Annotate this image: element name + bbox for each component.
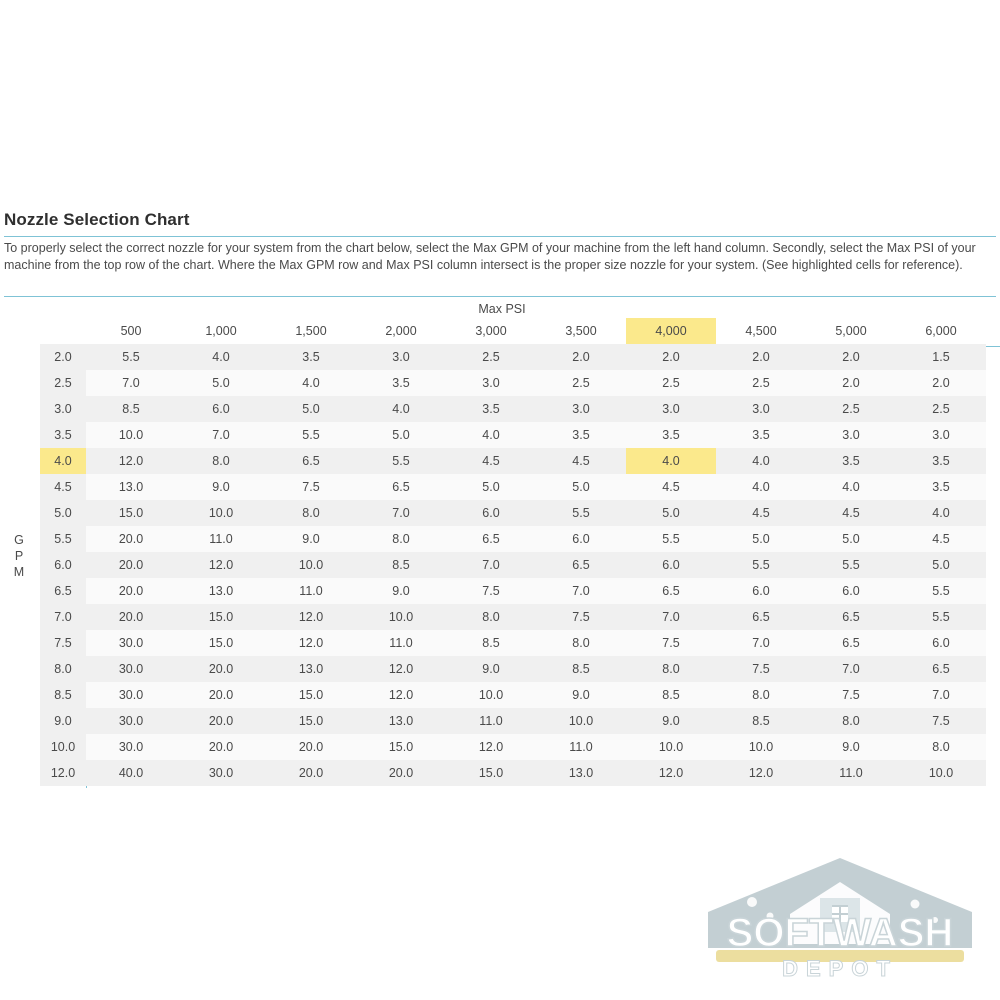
nozzle-size-cell: 15.0 [266, 708, 356, 734]
nozzle-selection-table [40, 318, 986, 786]
nozzle-size-cell: 12.0 [446, 734, 536, 760]
nozzle-size-cell: 4.0 [446, 422, 536, 448]
nozzle-size-cell: 15.0 [176, 604, 266, 630]
gpm-row-header: 2.5 [40, 370, 86, 396]
table-row [40, 578, 986, 604]
nozzle-size-cell: 5.0 [446, 474, 536, 500]
nozzle-size-cell: 30.0 [176, 760, 266, 786]
gpm-row-header: 3.0 [40, 396, 86, 422]
nozzle-size-cell: 8.5 [536, 656, 626, 682]
psi-column-header: 2,000 [385, 324, 417, 338]
table-row [40, 630, 986, 656]
nozzle-size-cell: 2.0 [716, 344, 806, 370]
nozzle-size-cell: 7.0 [446, 552, 536, 578]
nozzle-size-cell: 2.0 [626, 344, 716, 370]
nozzle-size-cell: 5.0 [176, 370, 266, 396]
nozzle-size-cell: 6.5 [896, 656, 986, 682]
intro-paragraph: To properly select the correct nozzle for your system from the chart below, select the Max GPM of your machine from the left hand column. Secondly, select the Max PSI of your machine from the top row of the chart. Where the Max GPM row and Max PSI column intersect is the proper size nozzle for your system. (See highlighted cells for reference). [4, 241, 976, 272]
nozzle-size-cell: 5.5 [806, 552, 896, 578]
table-body [40, 344, 986, 786]
softwash-depot-logo [690, 852, 990, 988]
nozzle-size-cell: 3.0 [536, 396, 626, 422]
nozzle-size-cell: 6.5 [716, 604, 806, 630]
nozzle-size-cell: 7.5 [536, 604, 626, 630]
nozzle-size-cell: 2.5 [446, 344, 536, 370]
nozzle-size-cell: 10.0 [446, 682, 536, 708]
nozzle-size-cell: 8.5 [716, 708, 806, 734]
intro-divider [4, 296, 996, 297]
nozzle-size-cell: 10.0 [176, 500, 266, 526]
nozzle-size-cell: 5.0 [626, 500, 716, 526]
psi-column-header: 1,000 [205, 324, 237, 338]
table-row [40, 500, 986, 526]
nozzle-size-cell: 7.0 [176, 422, 266, 448]
gpm-row-header: 5.5 [40, 526, 86, 552]
nozzle-size-cell: 30.0 [86, 630, 176, 656]
psi-column-header: 3,500 [565, 324, 597, 338]
nozzle-size-cell: 7.0 [806, 656, 896, 682]
nozzle-size-cell: 4.5 [536, 448, 626, 474]
logo-text-depot: DEPOT [782, 956, 898, 981]
gpm-row-header: 4.0 [40, 448, 86, 474]
nozzle-size-cell: 7.0 [896, 682, 986, 708]
gpm-axis-letter-m: M [13, 565, 25, 579]
nozzle-size-cell: 11.0 [356, 630, 446, 656]
nozzle-size-cell: 2.0 [536, 344, 626, 370]
gpm-row-header: 10.0 [40, 734, 86, 760]
nozzle-size-cell: 2.5 [626, 370, 716, 396]
nozzle-size-cell: 7.5 [806, 682, 896, 708]
nozzle-size-cell: 5.0 [266, 396, 356, 422]
nozzle-size-cell: 8.0 [716, 682, 806, 708]
table-row [40, 370, 986, 396]
nozzle-size-cell: 3.5 [626, 422, 716, 448]
nozzle-size-cell: 6.0 [446, 500, 536, 526]
nozzle-size-cell: 10.0 [716, 734, 806, 760]
nozzle-size-cell: 12.0 [626, 760, 716, 786]
nozzle-size-cell: 3.5 [356, 370, 446, 396]
nozzle-size-cell: 4.0 [896, 500, 986, 526]
nozzle-size-cell: 9.0 [176, 474, 266, 500]
nozzle-size-cell: 11.0 [446, 708, 536, 734]
nozzle-size-cell: 12.0 [356, 682, 446, 708]
nozzle-size-cell: 20.0 [176, 708, 266, 734]
psi-column-header: 6,000 [925, 324, 957, 338]
nozzle-size-cell: 2.0 [806, 344, 896, 370]
gpm-row-header: 7.0 [40, 604, 86, 630]
nozzle-size-cell: 10.0 [266, 552, 356, 578]
nozzle-size-cell: 13.0 [86, 474, 176, 500]
nozzle-size-cell: 8.5 [446, 630, 536, 656]
table-row [40, 344, 986, 370]
nozzle-size-cell: 2.5 [536, 370, 626, 396]
nozzle-size-cell: 20.0 [86, 552, 176, 578]
nozzle-size-cell: 7.0 [86, 370, 176, 396]
nozzle-size-cell: 5.5 [536, 500, 626, 526]
nozzle-size-cell: 11.0 [266, 578, 356, 604]
nozzle-size-cell: 8.0 [176, 448, 266, 474]
page-title: Nozzle Selection Chart [4, 210, 190, 229]
gpm-row-header: 7.5 [40, 630, 86, 656]
nozzle-size-cell: 30.0 [86, 656, 176, 682]
nozzle-size-cell: 10.0 [626, 734, 716, 760]
nozzle-size-cell: 6.5 [356, 474, 446, 500]
nozzle-size-cell: 4.5 [626, 474, 716, 500]
nozzle-size-cell: 10.0 [536, 708, 626, 734]
nozzle-size-cell: 8.0 [356, 526, 446, 552]
table-row [40, 708, 986, 734]
gpm-row-header: 4.5 [40, 474, 86, 500]
nozzle-size-cell: 5.5 [896, 578, 986, 604]
nozzle-size-cell: 4.5 [896, 526, 986, 552]
nozzle-size-cell: 8.0 [446, 604, 536, 630]
nozzle-size-cell: 6.0 [896, 630, 986, 656]
nozzle-size-cell: 8.0 [896, 734, 986, 760]
nozzle-size-cell: 15.0 [176, 630, 266, 656]
nozzle-size-cell: 6.5 [536, 552, 626, 578]
table-header-row [40, 318, 986, 344]
gpm-row-header: 12.0 [40, 760, 86, 786]
nozzle-size-cell: 4.0 [266, 370, 356, 396]
psi-column-header: 1,500 [295, 324, 327, 338]
psi-column-header: 500 [120, 324, 142, 338]
nozzle-size-cell: 6.0 [716, 578, 806, 604]
nozzle-size-cell: 2.5 [716, 370, 806, 396]
nozzle-size-cell: 30.0 [86, 708, 176, 734]
table-row [40, 526, 986, 552]
psi-column-header: 5,000 [835, 324, 867, 338]
nozzle-size-cell: 3.0 [626, 396, 716, 422]
nozzle-size-cell: 4.5 [446, 448, 536, 474]
nozzle-size-cell: 9.0 [446, 656, 536, 682]
nozzle-size-cell: 40.0 [86, 760, 176, 786]
nozzle-size-cell: 7.5 [266, 474, 356, 500]
nozzle-size-cell: 3.5 [896, 448, 986, 474]
nozzle-size-cell: 4.0 [176, 344, 266, 370]
max-psi-axis-label: Max PSI [478, 302, 526, 316]
nozzle-size-cell: 15.0 [86, 500, 176, 526]
nozzle-size-cell: 5.5 [626, 526, 716, 552]
table-row [40, 682, 986, 708]
nozzle-size-cell: 13.0 [536, 760, 626, 786]
gpm-row-header: 5.0 [40, 500, 86, 526]
nozzle-size-cell: 4.0 [806, 474, 896, 500]
nozzle-size-cell: 5.0 [806, 526, 896, 552]
nozzle-size-cell: 20.0 [86, 578, 176, 604]
nozzle-size-cell: 6.5 [626, 578, 716, 604]
nozzle-size-cell: 12.0 [86, 448, 176, 474]
nozzle-size-cell: 1.5 [896, 344, 986, 370]
nozzle-size-cell: 6.5 [806, 604, 896, 630]
nozzle-size-cell: 5.0 [536, 474, 626, 500]
nozzle-size-cell: 12.0 [266, 630, 356, 656]
logo-text-softwash: SOFTWASH [726, 911, 954, 955]
nozzle-size-cell: 3.5 [806, 448, 896, 474]
nozzle-size-cell: 4.0 [626, 448, 716, 474]
nozzle-size-cell: 5.5 [896, 604, 986, 630]
nozzle-size-cell: 20.0 [356, 760, 446, 786]
nozzle-size-cell: 20.0 [176, 656, 266, 682]
title-divider [4, 236, 996, 237]
table-row [40, 760, 986, 786]
gpm-row-header: 9.0 [40, 708, 86, 734]
nozzle-size-cell: 30.0 [86, 682, 176, 708]
nozzle-size-cell: 5.0 [716, 526, 806, 552]
table-row [40, 396, 986, 422]
nozzle-size-cell: 13.0 [176, 578, 266, 604]
table-row [40, 448, 986, 474]
nozzle-size-cell: 7.5 [626, 630, 716, 656]
nozzle-size-cell: 3.5 [536, 422, 626, 448]
nozzle-size-cell: 3.0 [896, 422, 986, 448]
nozzle-size-cell: 9.0 [626, 708, 716, 734]
nozzle-size-cell: 3.5 [266, 344, 356, 370]
nozzle-size-cell: 9.0 [806, 734, 896, 760]
nozzle-size-cell: 20.0 [86, 526, 176, 552]
nozzle-size-cell: 5.0 [896, 552, 986, 578]
gpm-row-header: 6.5 [40, 578, 86, 604]
nozzle-size-cell: 3.5 [896, 474, 986, 500]
nozzle-size-cell: 3.0 [446, 370, 536, 396]
nozzle-size-cell: 11.0 [536, 734, 626, 760]
nozzle-size-cell: 4.5 [806, 500, 896, 526]
nozzle-size-cell: 12.0 [266, 604, 356, 630]
nozzle-size-cell: 12.0 [716, 760, 806, 786]
nozzle-size-cell: 20.0 [266, 734, 356, 760]
nozzle-size-cell: 2.0 [896, 370, 986, 396]
table-row [40, 734, 986, 760]
nozzle-size-cell: 8.0 [626, 656, 716, 682]
nozzle-size-cell: 9.0 [356, 578, 446, 604]
table-corner-cell [40, 318, 86, 344]
nozzle-size-cell: 2.5 [896, 396, 986, 422]
gpm-row-header: 2.0 [40, 344, 86, 370]
nozzle-size-cell: 2.0 [806, 370, 896, 396]
nozzle-size-cell: 3.5 [716, 422, 806, 448]
nozzle-size-cell: 9.0 [266, 526, 356, 552]
nozzle-size-cell: 13.0 [266, 656, 356, 682]
table-row [40, 552, 986, 578]
nozzle-size-cell: 5.5 [86, 344, 176, 370]
gpm-row-header: 6.0 [40, 552, 86, 578]
nozzle-size-cell: 3.0 [806, 422, 896, 448]
nozzle-size-cell: 4.0 [716, 448, 806, 474]
nozzle-size-cell: 15.0 [356, 734, 446, 760]
nozzle-size-cell: 10.0 [896, 760, 986, 786]
nozzle-size-cell: 12.0 [356, 656, 446, 682]
nozzle-size-cell: 6.0 [176, 396, 266, 422]
table-row [40, 604, 986, 630]
nozzle-size-cell: 20.0 [176, 682, 266, 708]
nozzle-size-cell: 20.0 [86, 604, 176, 630]
psi-column-header: 4,000 [626, 318, 716, 344]
gpm-axis-letter-g: G [14, 533, 24, 547]
nozzle-size-cell: 6.0 [806, 578, 896, 604]
gpm-axis-label [12, 532, 26, 580]
nozzle-size-cell: 7.0 [716, 630, 806, 656]
nozzle-size-cell: 7.0 [626, 604, 716, 630]
nozzle-size-cell: 6.0 [626, 552, 716, 578]
nozzle-size-cell: 5.0 [356, 422, 446, 448]
nozzle-size-cell: 6.0 [536, 526, 626, 552]
table-row [40, 422, 986, 448]
nozzle-size-cell: 5.5 [716, 552, 806, 578]
nozzle-size-cell: 11.0 [176, 526, 266, 552]
gpm-row-header: 3.5 [40, 422, 86, 448]
nozzle-size-cell: 7.5 [446, 578, 536, 604]
nozzle-size-cell: 20.0 [266, 760, 356, 786]
nozzle-size-cell: 5.5 [356, 448, 446, 474]
nozzle-size-cell: 20.0 [176, 734, 266, 760]
nozzle-size-cell: 7.0 [536, 578, 626, 604]
nozzle-size-cell: 7.5 [716, 656, 806, 682]
gpm-axis-letter-p: P [14, 549, 24, 563]
nozzle-size-cell: 8.5 [626, 682, 716, 708]
psi-column-header: 4,500 [745, 324, 777, 338]
psi-column-header: 3,000 [475, 324, 507, 338]
nozzle-size-cell: 13.0 [356, 708, 446, 734]
nozzle-size-cell: 8.0 [536, 630, 626, 656]
nozzle-size-cell: 4.5 [716, 500, 806, 526]
nozzle-size-cell: 15.0 [266, 682, 356, 708]
nozzle-size-cell: 8.5 [356, 552, 446, 578]
nozzle-size-cell: 5.5 [266, 422, 356, 448]
nozzle-size-cell: 7.0 [356, 500, 446, 526]
gpm-row-header: 8.5 [40, 682, 86, 708]
nozzle-size-cell: 10.0 [356, 604, 446, 630]
nozzle-size-cell: 8.0 [266, 500, 356, 526]
nozzle-size-cell: 11.0 [806, 760, 896, 786]
nozzle-size-cell: 6.5 [806, 630, 896, 656]
table-row [40, 656, 986, 682]
nozzle-size-cell: 7.5 [896, 708, 986, 734]
nozzle-size-cell: 15.0 [446, 760, 536, 786]
nozzle-size-cell: 6.5 [446, 526, 536, 552]
nozzle-size-cell: 8.0 [806, 708, 896, 734]
nozzle-size-cell: 3.0 [356, 344, 446, 370]
nozzle-size-cell: 2.5 [806, 396, 896, 422]
nozzle-size-cell: 4.0 [356, 396, 446, 422]
nozzle-size-cell: 4.0 [716, 474, 806, 500]
nozzle-size-cell: 12.0 [176, 552, 266, 578]
nozzle-size-cell: 3.5 [446, 396, 536, 422]
nozzle-size-cell: 3.0 [716, 396, 806, 422]
nozzle-size-cell: 8.5 [86, 396, 176, 422]
nozzle-size-cell: 6.5 [266, 448, 356, 474]
gpm-row-header: 8.0 [40, 656, 86, 682]
nozzle-size-cell: 9.0 [536, 682, 626, 708]
table-row [40, 474, 986, 500]
nozzle-size-cell: 30.0 [86, 734, 176, 760]
nozzle-size-cell: 10.0 [86, 422, 176, 448]
